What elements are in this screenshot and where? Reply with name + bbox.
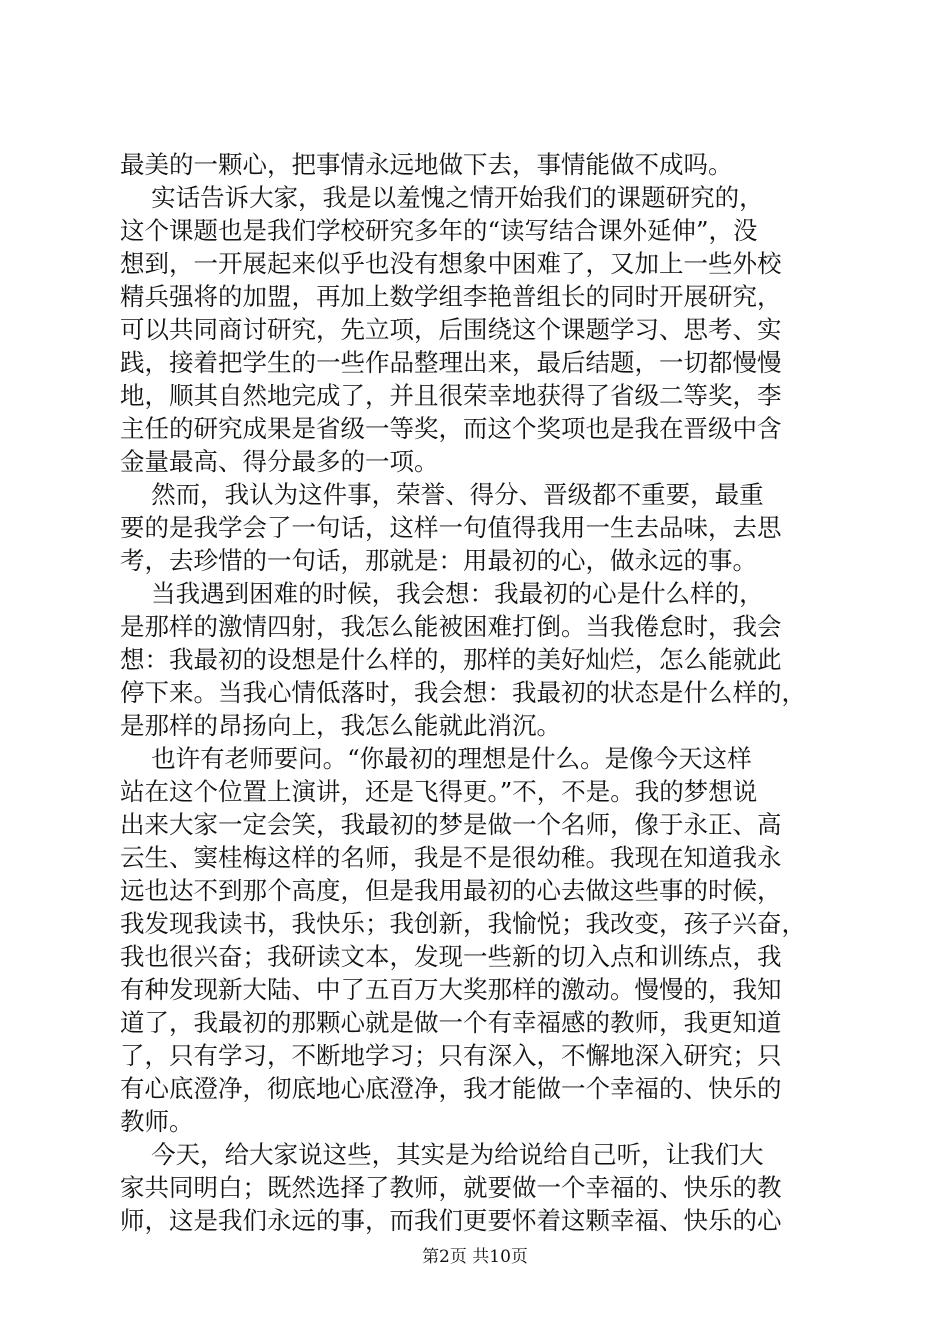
text-line: 有心底澄净，彻底地心底澄净，我才能做一个幸福的、快乐的 — [120, 1074, 782, 1103]
text-line: 主任的研究成果是省级一等奖，而这个奖项也是我在晋级中含 — [120, 414, 782, 443]
text-line: 今天，给大家说这些，其实是为给说给自己听，让我们大 — [120, 1140, 764, 1169]
text-line: 远也达不到那个高度，但是我用最初的心去做这些事的时候， — [120, 876, 782, 905]
text-line: 然而，我认为这件事，荣誉、得分、晋级都不重要，最重 — [120, 480, 764, 509]
text-line: 我发现我读书，我快乐；我创新，我愉悦；我改变，孩子兴奋， — [120, 909, 806, 938]
text-line: 云生、窦桂梅这样的名师，我是不是很幼稚。我现在知道我永 — [120, 843, 782, 872]
text-line: 可以共同商讨研究，先立项，后围绕这个课题学习、思考、实 — [120, 315, 782, 344]
text-line: 这个课题也是我们学校研究多年的“读写结合课外延伸”，没 — [120, 216, 758, 245]
text-line: 教师。 — [120, 1107, 194, 1136]
text-line: 师，这是我们永远的事，而我们更要怀着这颗幸福、快乐的心 — [120, 1206, 782, 1235]
text-line: 家共同明白；既然选择了教师，就要做一个幸福的、快乐的教 — [120, 1173, 782, 1202]
text-line: 实话告诉大家，我是以羞愧之情开始我们的课题研究的， — [120, 183, 764, 212]
text-line: 了，只有学习，不断地学习；只有深入，不懈地深入研究；只 — [120, 1041, 782, 1070]
text-line: 出来大家一定会笑，我最初的梦是做一个名师，像于永正、高 — [120, 810, 782, 839]
text-line: 也许有老师要问。“你最初的理想是什么。是像今天这样 — [120, 744, 752, 773]
text-line: 践，接着把学生的一些作品整理出来，最后结题，一切都慢慢 — [120, 348, 782, 377]
text-line: 停下来。当我心情低落时，我会想：我最初的状态是什么样的， — [120, 678, 806, 707]
text-line: 站在这个位置上演讲，还是飞得更。”不，不是。我的梦想说 — [120, 777, 758, 806]
body-text — [120, 148, 840, 1237]
text-line: 想：我最初的设想是什么样的，那样的美好灿烂，怎么能就此 — [120, 645, 782, 674]
text-line: 要的是我学会了一句话，这样一句值得我用一生去品味，去思 — [120, 513, 782, 542]
text-line: 有种发现新大陆、中了五百万大奖那样的激动。慢慢的，我知 — [120, 975, 782, 1004]
text-line: 地，顺其自然地完成了，并且很荣幸地获得了省级二等奖，李 — [120, 381, 782, 410]
text-line: 当我遇到困难的时候，我会想：我最初的心是什么样的， — [120, 579, 764, 608]
text-line: 最美的一颗心，把事情永远地做下去，事情能做不成吗。 — [120, 150, 733, 179]
text-line: 金量最高、得分最多的一项。 — [120, 447, 439, 476]
text-line: 想到，一开展起来似乎也没有想象中困难了，又加上一些外校 — [120, 249, 782, 278]
text-line: 是那样的激情四射，我怎么能被困难打倒。当我倦怠时，我会 — [120, 612, 782, 641]
text-line: 精兵强将的加盟，再加上数学组李艳普组长的同时开展研究， — [120, 282, 782, 311]
text-line: 道了，我最初的那颗心就是做一个有幸福感的教师，我更知道 — [120, 1008, 782, 1037]
text-line: 我也很兴奋；我研读文本，发现一些新的切入点和训练点，我 — [120, 942, 782, 971]
text-line: 考，去珍惜的一句话，那就是：用最初的心，做永远的事。 — [120, 546, 757, 575]
page-footer: 第2页 共10页 — [422, 1247, 528, 1267]
text-line: 是那样的昂扬向上，我怎么能就此消沉。 — [120, 711, 561, 740]
